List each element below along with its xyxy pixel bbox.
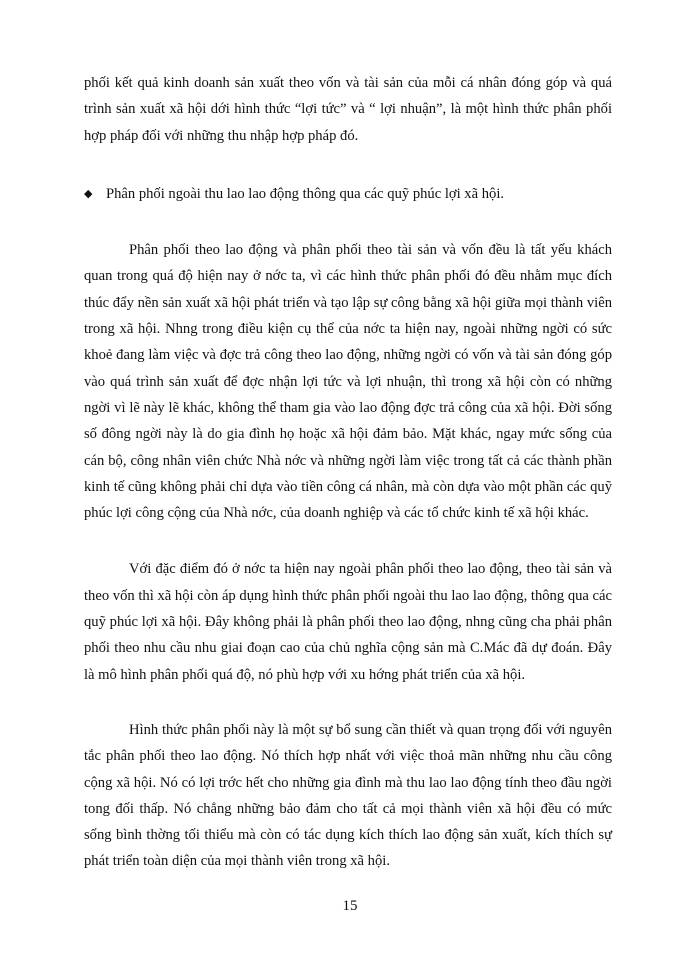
paragraph-3: Với đặc điểm đó ở nớc ta hiện nay ngoài phân phối theo lao động, theo tài sản và theo vốn thì xã hội còn áp dụng hình thức phân phối ngoài thu lao lao động, thông qua các quỹ phúc lợi xã hội. Đây không phải là phân phối theo lao động, nhng cũng cha phải phân phối theo nhu cầu nhu giai đoạn cao của chủ nghĩa cộng sản mà C.Mác đã dự đoán. Đây là mô hình phân phối quá độ, nó phù hợp với xu hớng phát triển của xã hội. — [84, 561, 612, 683]
paragraph-1: phối kết quả kinh doanh sản xuất theo vốn và tài sản của mỗi cá nhân đóng góp và quá trình sản xuất xã hội dới hình thức “lợi tức” và “ lợi nhuận”, là một hình thức phân phối hợp pháp đối với những thu nhập hợp pháp đó. — [84, 75, 612, 144]
diamond-bullet-icon: ◆ — [84, 187, 93, 200]
document-body — [84, 70, 612, 875]
page-number: 15 — [342, 898, 358, 914]
bullet-heading-row — [84, 181, 612, 207]
bullet-heading: Phân phối ngoài thu lao lao động thông qua các quỹ phúc lợi xã hội. — [106, 185, 505, 202]
paragraph-4: Hình thức phân phối này là một sự bổ sung cần thiết và quan trọng đối với nguyên tắc phân phối theo lao động. Nó thích hợp nhất với việc thoả mãn những nhu cầu công cộng xã hội. Nó có lợi trớc hết cho những gia đình mà thu lao lao động tính theo đầu ngời tong đối thấp. Nó chẳng những bảo đảm cho tất cả mọi thành viên xã hội đều có mức sống bình thờng tối thiểu mà còn có tác dụng kích thích lao động sản xuất, kích thích sự phát triển toàn diện của mọi thành viên trong xã hội. — [84, 721, 612, 870]
paragraph-2: Phân phối theo lao động và phân phối theo tài sản và vốn đều là tất yếu khách quan trong quá độ hiện nay ở nớc ta, vì các hình thức phân phối đó đều nhằm mục đích thúc đẩy nền sản xuất xã hội phát triển và tạo lập sự công bằng xã hội giữa mọi thành viên trong xã hội. Nhng trong điều kiện cụ thể của nớc ta hiện nay, ngoài những ngời có sức khoẻ đang làm việc và đợc trả công theo lao động, những ngời có vốn và tài sản đóng góp vào quá trình sản xuất để đợc nhận lợi tức và lợi nhuận, thì trong xã hội còn có những ngời vì lẽ này lẽ khác, không thể tham gia vào lao động đợc trả công của xã hội. Đời sống số đông ngời này là do gia đình họ hoặc xã hội đảm bảo. Mặt khác, ngay mức sống của cán bộ, công nhân viên chức Nhà nớc và những ngời làm việc trong tất cả các thành phần kinh tế cũng không phải chỉ dựa vào tiền công cá nhân, mà còn dựa vào một phần các quỹ phúc lợi công cộng của Nhà nớc, của doanh nghiệp và các tổ chức kinh tế xã hội khác. — [84, 242, 612, 522]
